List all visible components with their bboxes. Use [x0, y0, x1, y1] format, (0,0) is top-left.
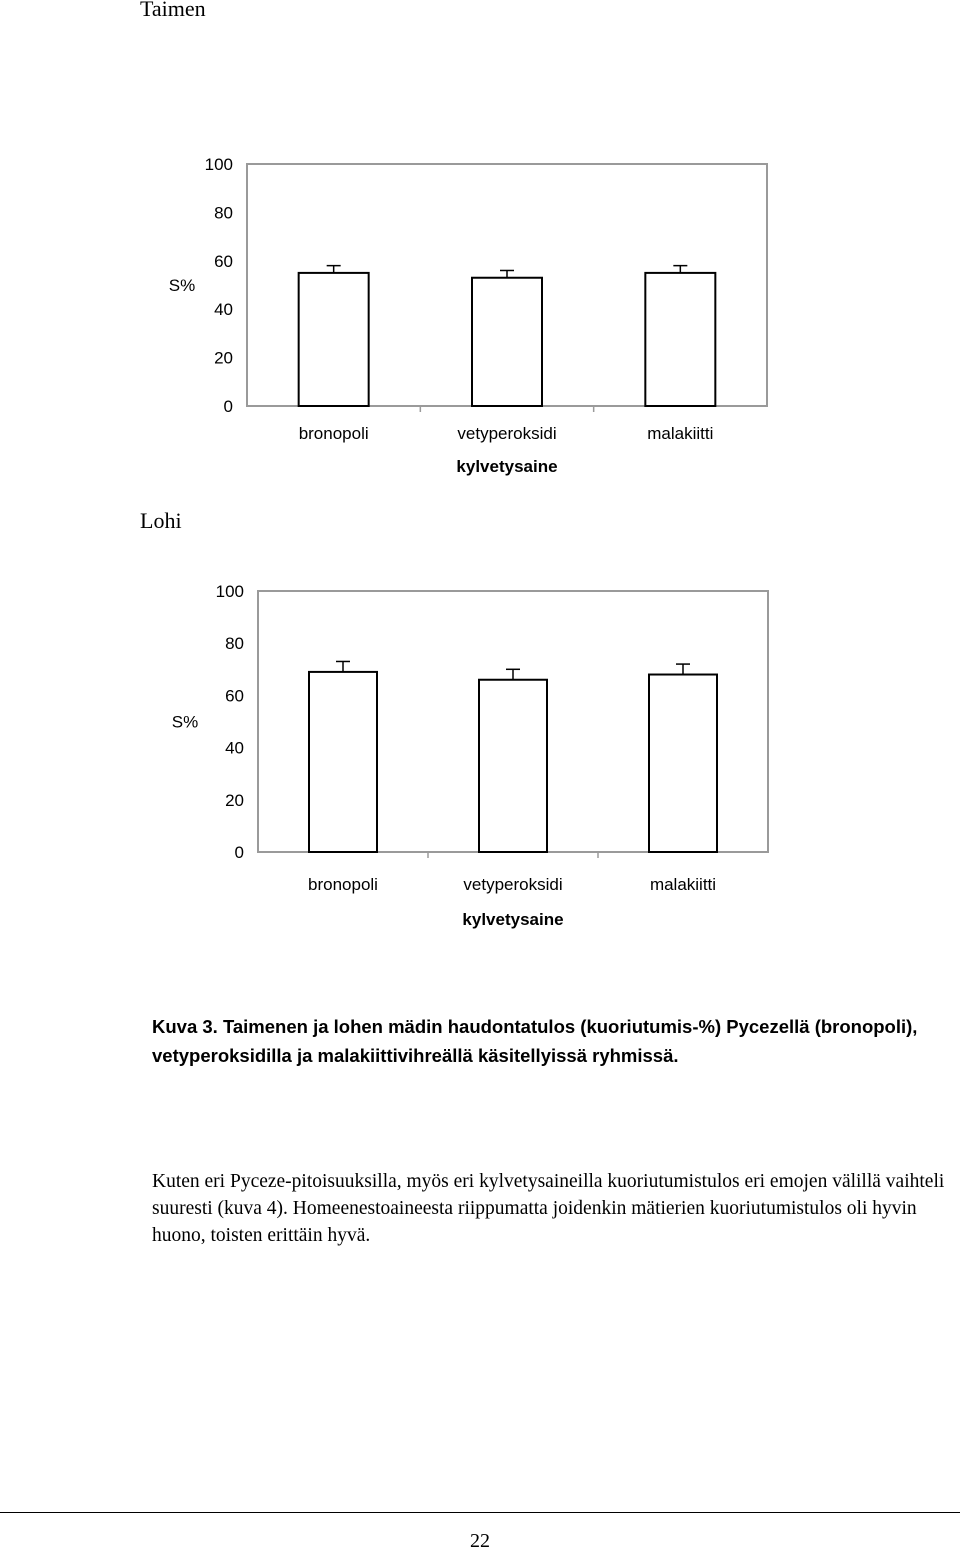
- y-tick-label: 60: [214, 251, 233, 271]
- y-tick-label: 0: [223, 397, 233, 416]
- x-category-label: bronopoli: [298, 424, 369, 443]
- y-tick-label: 0: [234, 843, 244, 862]
- bar-bronopoli: [309, 672, 377, 852]
- section-heading-taimen: Taimen: [140, 0, 206, 21]
- bar-malakiitti: [645, 273, 715, 406]
- y-tick-label: 20: [225, 790, 244, 810]
- x-category-label: malakiitti: [647, 424, 714, 443]
- y-tick-label: 100: [204, 155, 233, 174]
- x-category-label: vetyperoksidi: [457, 424, 557, 443]
- y-tick-label: 60: [225, 686, 244, 706]
- y-tick-label: 80: [214, 203, 233, 223]
- bar-chart-lohi: [0, 575, 960, 945]
- page-number: 22: [470, 1530, 490, 1552]
- y-axis-label: S%: [171, 712, 199, 732]
- y-tick-label: 40: [214, 300, 233, 320]
- x-category-label: malakiitti: [649, 875, 717, 894]
- y-axis-label: S%: [168, 276, 196, 295]
- body-paragraph: Kuten eri Pyceze-pitoisuuksilla, myös eri kylvetysaineilla kuoriutumistulos eri emojen välillä vaihteli suuresti (kuva 4). Homeenestoaineesta riippumatta joidenkin mätierien kuoriutumistulos oli hyvin huono, toisten erittäin hyvä.: [152, 1171, 945, 1246]
- bar-bronopoli: [299, 273, 369, 406]
- y-tick-label: 100: [215, 582, 244, 601]
- figure-caption: Kuva 3. Taimenen ja lohen mädin haudontatulos (kuoriutumis-%) Pycezellä (bronopoli), vetyperoksidilla ja malakiittivihreällä käsitellyissä ryhmissä.: [152, 1016, 918, 1066]
- x-category-label: vetyperoksidi: [463, 875, 563, 894]
- bar-vetyperoksidi: [472, 278, 542, 406]
- section-heading-lohi: Lohi: [140, 508, 182, 533]
- y-tick-label: 20: [214, 348, 233, 368]
- bar-malakiitti: [649, 675, 717, 852]
- x-axis-label: kylvetysaine: [462, 910, 564, 929]
- y-tick-label: 40: [225, 738, 244, 758]
- footer-divider: [0, 1512, 960, 1513]
- x-axis-label: kylvetysaine: [456, 457, 558, 476]
- x-category-label: bronopoli: [308, 875, 378, 894]
- bar-vetyperoksidi: [479, 680, 547, 852]
- bar-chart-taimen: [0, 150, 960, 490]
- y-tick-label: 80: [225, 634, 244, 654]
